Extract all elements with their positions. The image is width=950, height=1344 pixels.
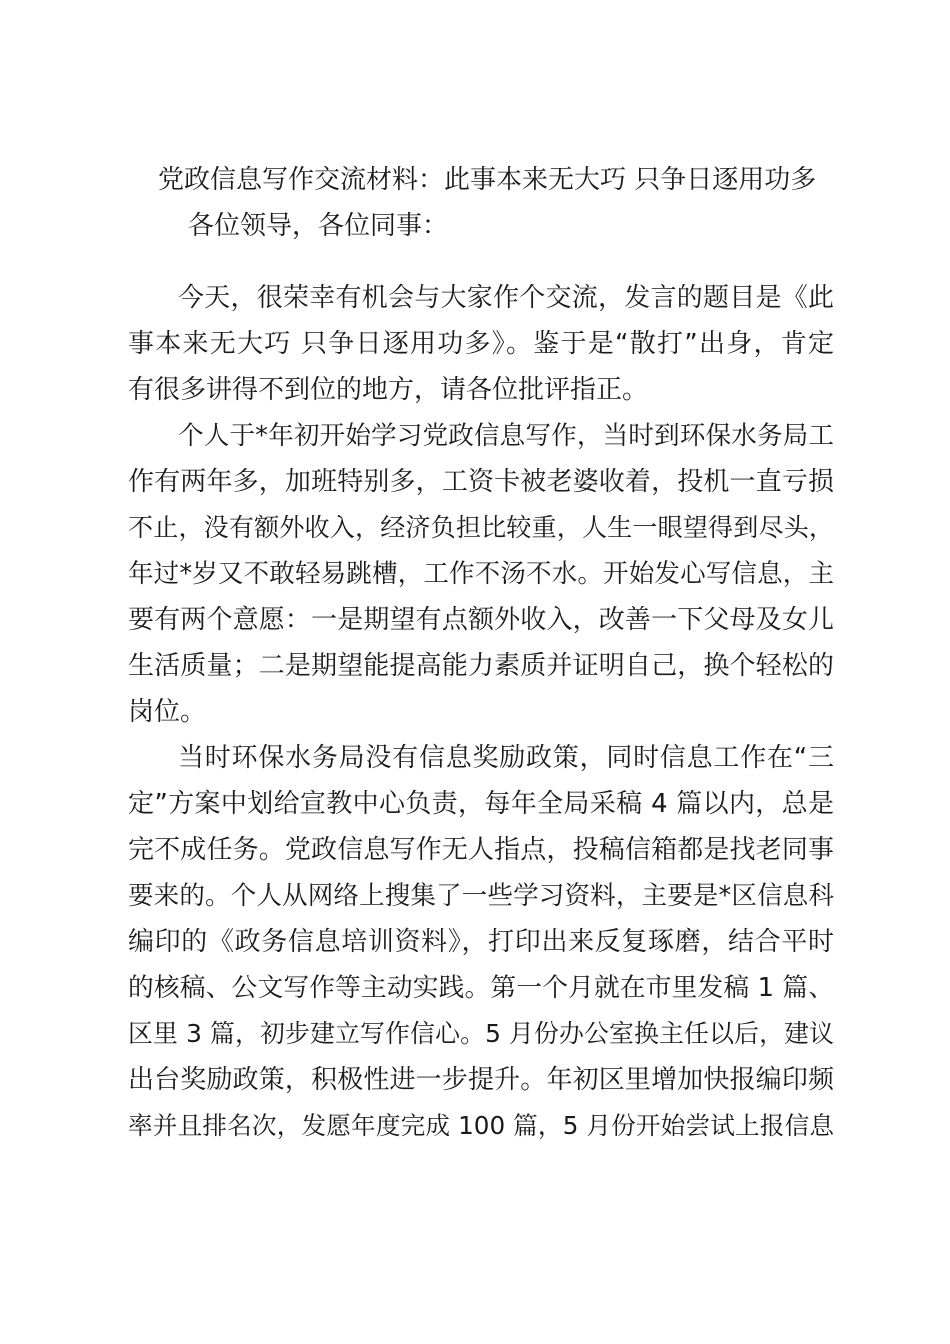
paragraph-line: 编印的《政务信息培训资料》，打印出来反复琢磨，结合平时 xyxy=(128,927,834,957)
salutation: 各位领导，各位同事： xyxy=(188,211,449,241)
paragraph-line: 要来的。个人从网络上搜集了一些学习资料，主要是*区信息科 xyxy=(128,881,834,911)
paragraph-line: 区里 3 篇，初步建立写作信心。5 月份办公室换主任以后，建议 xyxy=(128,1019,834,1048)
paragraph-line: 有很多讲得不到位的地方，请各位批评指正。 xyxy=(128,375,649,405)
paragraph-line: 岗位。 xyxy=(128,697,207,727)
paragraph-3 xyxy=(128,735,834,1149)
paragraph-line: 事本来无大巧 只争日逐用功多》。鉴于是“散打”出身，肯定 xyxy=(128,329,834,359)
paragraph-line: 要有两个意愿：一是期望有点额外收入，改善一下父母及女儿 xyxy=(128,605,834,635)
paragraph-line: 今天，很荣幸有机会与大家作个交流，发言的题目是《此 xyxy=(178,283,834,313)
paragraph-2 xyxy=(128,413,834,735)
document-title: 党政信息写作交流材料：此事本来无大巧 只争日逐用功多 xyxy=(158,165,817,195)
paragraph-line: 当时环保水务局没有信息奖励政策，同时信息工作在“三 xyxy=(178,743,834,773)
paragraph-line: 不止，没有额外收入，经济负担比较重，人生一眼望得到尽头， xyxy=(128,513,834,542)
paragraph-line: 作有两年多，加班特别多，工资卡被老婆收着，投机一直亏损 xyxy=(128,467,834,497)
paragraph-line: 个人于*年初开始学习党政信息写作，当时到环保水务局工 xyxy=(178,421,834,451)
paragraph-line: 完不成任务。党政信息写作无人指点，投稿信箱都是找老同事 xyxy=(128,835,834,865)
paragraph-1 xyxy=(128,275,834,413)
paragraph-line: 定”方案中划给宣教中心负责，每年全局采稿 4 篇以内，总是 xyxy=(128,789,834,819)
paragraph-line: 生活质量；二是期望能提高能力素质并证明自己，换个轻松的 xyxy=(128,651,834,681)
document-body xyxy=(128,275,834,1149)
paragraph-line: 出台奖励政策，积极性进一步提升。年初区里增加快报编印频 xyxy=(128,1065,834,1095)
paragraph-line: 率并且排名次，发愿年度完成 100 篇，5 月份开始尝试上报信息 xyxy=(128,1111,834,1140)
paragraph-line: 年过*岁又不敢轻易跳槽，工作不汤不水。开始发心写信息，主 xyxy=(128,559,834,589)
paragraph-line: 的核稿、公文写作等主动实践。第一个月就在市里发稿 1 篇、 xyxy=(128,973,834,1003)
